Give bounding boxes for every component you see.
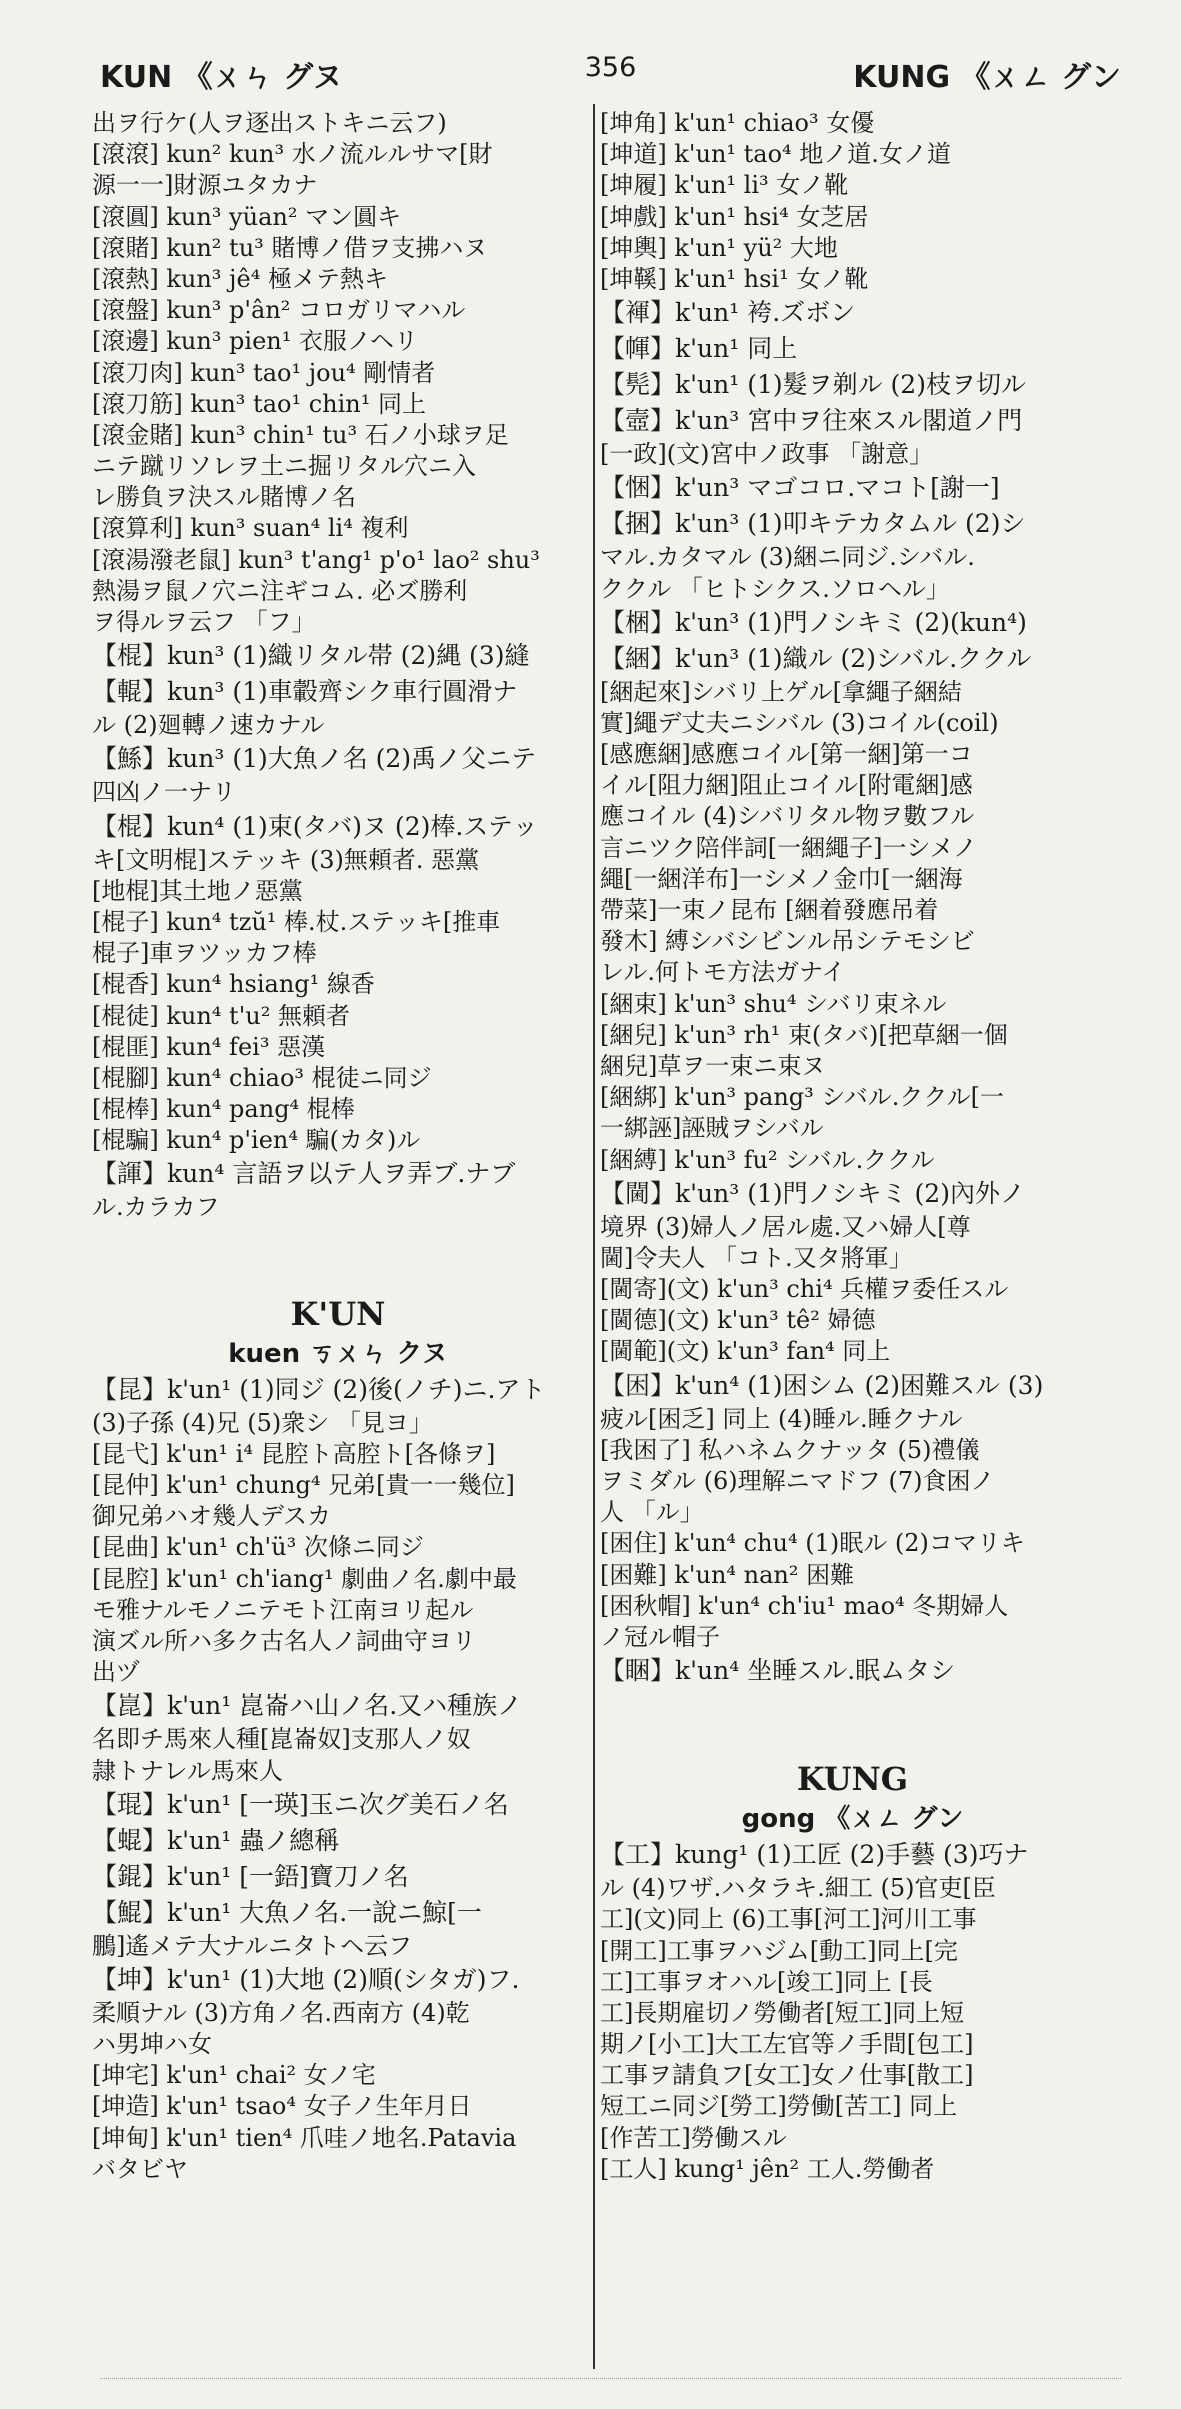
entry-line: 一綁誣]誣賊ヲシバル [600,1114,824,1143]
entry-line: [坤造] k'un¹ tsao⁴ 女子ノ生年月日 [92,2092,472,2121]
entry-line: [綑束] k'un³ shu⁴ シバリ束ネル [600,989,947,1018]
entry-line: [滾金賭] kun³ chin¹ tu³ 石ノ小球ヲ足 [92,420,509,449]
entry-line: 綑兒]草ヲ一束ニ束ヌ [600,1051,826,1080]
headword-line: 【諢】kun⁴ 言語ヲ以テ人ヲ弄ブ.ナブ [92,1159,516,1189]
headword-line: 【昆】k'un¹ (1)同ジ (2)後(ノチ)ニ.アト [92,1374,546,1404]
headword-line: 【鯤】k'un¹ 大魚ノ名.一說ニ鯨[一 [92,1897,482,1927]
entry-line: [棍子] kun⁴ tzŭ¹ 棒.杖.ステッキ[推車 [92,907,501,936]
entry-line: バタビヤ [92,2154,188,2183]
headword-line: 【悃】k'un³ マゴコロ.マコト[謝一] [600,473,1000,503]
entry-line: [棍騙] kun⁴ p'ien⁴ 騙(カタ)ル [92,1126,421,1155]
entry-line: イル[阻力綑]阻止コイル[附電綑]感 [600,771,973,800]
entry-line: 閫]令夫人 「コト.又タ將軍」 [600,1243,913,1272]
entry-line: 期ノ[小工]大工左官等ノ手間[包工] [600,2030,974,2059]
headword-line: 【綑】k'un³ (1)織ル (2)シバル.ククル [600,643,1032,673]
entry-line: [坤戲] k'un¹ hsi⁴ 女芝居 [600,202,869,231]
headword-line: 【琨】k'un¹ [一瑛]玉ニ次グ美石ノ名 [92,1789,509,1819]
entry-line: [滾滾] kun² kun³ 水ノ流ルルサマ[財 [92,140,493,169]
section-title: K'UN [290,1294,386,1333]
entry-line: レ勝負ヲ決スル賭博ノ名 [92,483,356,512]
entry-line: ククル 「ヒトシクス.ソロヘル」 [600,574,950,603]
entry-line: モ雅ナルモノニテモト江南ヨリ起ル [92,1595,474,1624]
headword-line: 【鯀】kun³ (1)大魚ノ名 (2)禹ノ父ニテ [92,744,537,774]
entry-line: [坤角] k'un¹ chiao³ 女優 [600,109,875,137]
entry-line: 應コイル (4)シバリタル物ヲ數フル [600,802,975,831]
entry-line: [綑縛] k'un³ fu² シバル.ククル [600,1145,935,1174]
entry-line: 演ズル所ハ多ク古名人ノ詞曲守ヨリ [92,1626,476,1655]
right-column [600,108,1105,2185]
section-gap [92,1224,584,1292]
entry-line: [困秋帽] k'un⁴ ch'iu¹ mao⁴ 冬期婦人 [600,1591,1009,1620]
entry-line: [感應綑]感應コイル[第一綑]第一コ [600,740,973,769]
entry-line: 名即チ馬來人種[崑崙奴]支那人ノ奴 [92,1725,471,1754]
entry-line: [工人] kung¹ jên² 工人.勞働者 [600,2154,935,2183]
entry-line: 棍子]車ヲツッカフ棒 [92,939,317,968]
entry-line: 帶菜]一束ノ昆布 [綑着發應吊着 [600,896,939,924]
entry-line: 鵬]遙メテ大ナルニタトヘ云フ [92,1931,413,1960]
entry-line: 工事ヲ請負フ[女工]女ノ仕事[散工] [600,2061,974,2090]
entry-line: 源一一]財源ユタカナ [92,171,318,200]
entry-line: [綑綁] k'un³ pang³ シバル.ククル[一 [600,1083,1004,1112]
entry-line: 境界 (3)婦人ノ居ル處.又ハ婦人[尊 [600,1212,971,1241]
entry-line: [坤甸] k'un¹ tien⁴ 爪哇ノ地名.Patavia [92,2123,517,2152]
headword-line: 【褌】k'un¹ 袴.ズボン [600,298,856,328]
entry-line: ノ冠ル帽子 [600,1622,720,1651]
entry-line: 人 「ル」 [600,1498,704,1527]
entry-line: 發木] 縛シバシビンル吊シテモシビ [600,927,975,956]
headword-line: 【壼】k'un³ 宮中ヲ往來スル閣道ノ門 [600,406,1023,436]
entry-line: 實]繩デ丈夫ニシバル (3)コイル(coil) [600,708,999,737]
entry-line: ヲミダル (6)理解ニマドフ (7)食困ノ [600,1467,995,1495]
entry-line: [昆仲] k'un¹ chung⁴ 兄弟[貴一一幾位] [92,1471,515,1499]
section-reading: kuen ㄎㄨㄣ クヌ [228,1338,448,1369]
entry-line: マル.カタマル (3)綑ニ同ジ.シバル. [600,543,975,572]
entry-line: [滾算利] kun³ suan⁴ li⁴ 複利 [92,514,409,543]
headword-line: 【捆】k'un³ (1)叩キテカタムル (2)シ [600,509,1026,539]
entry-line: [開工]工事ヲハジム[動工]同上[完 [600,1936,958,1965]
entry-line: [棍徒] kun⁴ t'u² 無頼者 [92,1001,351,1030]
headword-line: 【㡓】k'un¹ 同上 [600,334,798,364]
entry-line: [棍腳] kun⁴ chiao³ 棍徒ニ同ジ [92,1063,432,1092]
entry-line: [閫寄](文) k'un³ chi⁴ 兵權ヲ委任スル [600,1275,1009,1304]
section-title: KUNG [796,1760,909,1799]
entry-line: [滾賭] kun² tu³ 賭博ノ借ヲ支拂ハヌ [92,233,488,262]
headword-line: 【棍】kun⁴ (1)束(タバ)ヌ (2)棒.ステッ [92,811,538,841]
headword-line: 【坤】k'un¹ (1)大地 (2)順(シタガ)フ. [92,1964,520,1994]
headword-line: 【工】kung¹ (1)工匠 (2)手藝 (3)巧ナ [600,1840,1029,1870]
entry-line: 熱湯ヲ鼠ノ穴ニ注ギコム. 必ズ勝利 [92,576,468,605]
entry-line: [昆腔] k'un¹ ch'iang¹ 劇曲ノ名.劇中最 [92,1564,517,1593]
entry-line: [坤輿] k'un¹ yü² 大地 [600,233,838,262]
header-left: KUN 《ㄨㄣ グヌ [100,60,343,95]
footer-rule [100,2378,1121,2385]
entry-line: [坤宅] k'un¹ chai² 女ノ宅 [92,2061,376,2090]
entry-line: [滾湯潑老鼠] kun³ t'ang¹ p'o¹ lao² shu³ [92,545,540,574]
headword-line: 【髡】k'un¹ (1)髮ヲ剃ル (2)枝ヲ切ル [600,370,1026,400]
headword-line: 【睏】k'un⁴ 坐睡スル.眠ムタシ [600,1656,956,1686]
entry-line: [滾刀筋] kun³ tao¹ chin¹ 同上 [92,389,426,418]
entry-line: キ[文明棍]ステッキ (3)無頼者. 惡黨 [92,845,480,874]
entry-line: [困住] k'un⁴ chu⁴ (1)眠ル (2)コマリキ [600,1529,1025,1558]
header-right: KUNG 《ㄨㄥ グン [853,60,1121,95]
entry-line: 工]工事ヲオハル[竣工]同上 [長 [600,1967,933,1996]
entry-line: [坤鞵] k'un¹ hsi¹ 女ノ靴 [600,264,869,293]
entry-line: 工](文)同上 (6)工事[河工]河川工事 [600,1905,977,1934]
headword-line: 【輥】kun³ (1)車轂齊シク車行圓滑ナ [92,677,518,707]
entry-line: ル (2)廻轉ノ速カナル [92,711,325,740]
entry-line: ヲ得ルヲ云フ 「フ」 [92,608,316,636]
entry-line: 短工ニ同ジ[勞工]勞働[苦工] 同上 [600,2092,958,2121]
entry-line: [昆弋] k'un¹ i⁴ 昆腔ト高腔ト[各條ヲ] [92,1439,496,1468]
entry-line: [閫德](文) k'un³ tê² 婦德 [600,1306,876,1335]
entry-line: 出ヲ行ケ(人ヲ逐出ストキニ云フ) [92,109,447,137]
entry-line: [昆曲] k'un¹ ch'ü³ 次條ニ同ジ [92,1533,424,1562]
entry-line: [綑兒] k'un³ rh¹ 束(タバ)[把草綑一個 [600,1020,1008,1049]
entry-line: 御兄弟ハオ幾人デスカ [92,1502,332,1531]
headword-line: 【梱】k'un³ (1)門ノシキミ (2)(kun⁴) [600,607,1027,637]
headword-line: 【錕】k'un¹ [一鋙]寶刀ノ名 [92,1861,409,1891]
entry-line: 言ニツク陪伴詞[一綑繩子]一シメノ [600,833,978,862]
entry-line: 四凶ノ一ナリ [92,778,236,807]
entry-line: 柔順ナル (3)方角ノ名.西南方 (4)乾 [92,1998,470,2027]
entry-line: [我困了] 私ハネムクナッタ (5)禮儀 [600,1435,980,1464]
entry-line: [綑起來]シバリ上ゲル[拿繩子綑結 [600,677,962,706]
entry-line: [坤履] k'un¹ li³ 女ノ靴 [600,171,849,200]
entry-line: (3)子孫 (4)兄 (5)衆シ 「見ヨ」 [92,1408,433,1437]
entry-line: 疲ル[困乏] 同上 (4)睡ル.睡クナル [600,1404,963,1433]
entry-line: ニテ蹴リソレヲ土ニ掘リタル穴ニ入 [92,452,476,481]
entry-line: ハ男坤ハ女 [92,2030,212,2059]
headword-line: 【蜫】k'un¹ 蟲ノ總稱 [92,1825,340,1855]
entry-line: 工]長期雇切ノ勞働者[短工]同上短 [600,1998,965,2027]
entry-line: 出ヅ [92,1658,140,1687]
entry-line: [閫範](文) k'un³ fan⁴ 同上 [600,1337,891,1366]
entry-line: [棍香] kun⁴ hsiang¹ 線香 [92,970,375,999]
entry-line: [作苦工]勞働スル [600,2123,787,2152]
entry-line: [一政](文)宮中ノ政事 「謝意」 [600,440,934,469]
entry-line: 隷トナレル馬來人 [92,1756,283,1785]
entry-line: [困難] k'un⁴ nan² 困難 [600,1560,855,1589]
entry-line: [地棍]其土地ノ惡黨 [92,876,303,905]
entry-line: [滾圓] kun³ yüan² マン圓キ [92,202,402,231]
entry-line: ル.カラカフ [92,1193,220,1222]
entry-line: ル (4)ワザ.ハタラキ.細工 (5)官吏[臣 [600,1874,996,1903]
entry-line: 繩[一綑洋布]一シメノ金巾[一綑海 [600,864,963,893]
section-reading: gong 《ㄨㄥ グン [741,1804,964,1835]
entry-line: [滾刀肉] kun³ tao¹ jou⁴ 剛情者 [92,358,436,387]
headword-line: 【棍】kun³ (1)織リタル帯 (2)縄 (3)縫 [92,641,530,671]
entry-line: [滾盤] kun³ p'ân² コロガリマハル [92,296,466,325]
entry-line: [棍棒] kun⁴ pang⁴ 棍棒 [92,1095,355,1124]
entry-line: [棍匪] kun⁴ fei³ 惡漢 [92,1032,326,1061]
entry-line: [滾邊] kun³ pien¹ 衣服ノヘリ [92,327,419,356]
page-number: 356 [584,52,637,83]
headword-line: 【崑】k'un¹ 崑崙ハ山ノ名.又ハ種族ノ [92,1691,523,1721]
left-column [92,108,584,2185]
headword-line: 【閫】k'un³ (1)門ノシキミ (2)內外ノ [600,1178,1025,1208]
entry-line: レル.何トモ方法ガナイ [600,958,846,987]
running-header [100,52,1121,96]
section-gap [600,1689,1105,1757]
entry-line: [滾熱] kun³ jê⁴ 極メテ熱キ [92,264,388,293]
column-divider [593,104,595,2369]
headword-line: 【困】k'un⁴ (1)困シム (2)困難スル (3) [600,1370,1044,1400]
entry-line: [坤道] k'un¹ tao⁴ 地ノ道.女ノ道 [600,140,951,169]
